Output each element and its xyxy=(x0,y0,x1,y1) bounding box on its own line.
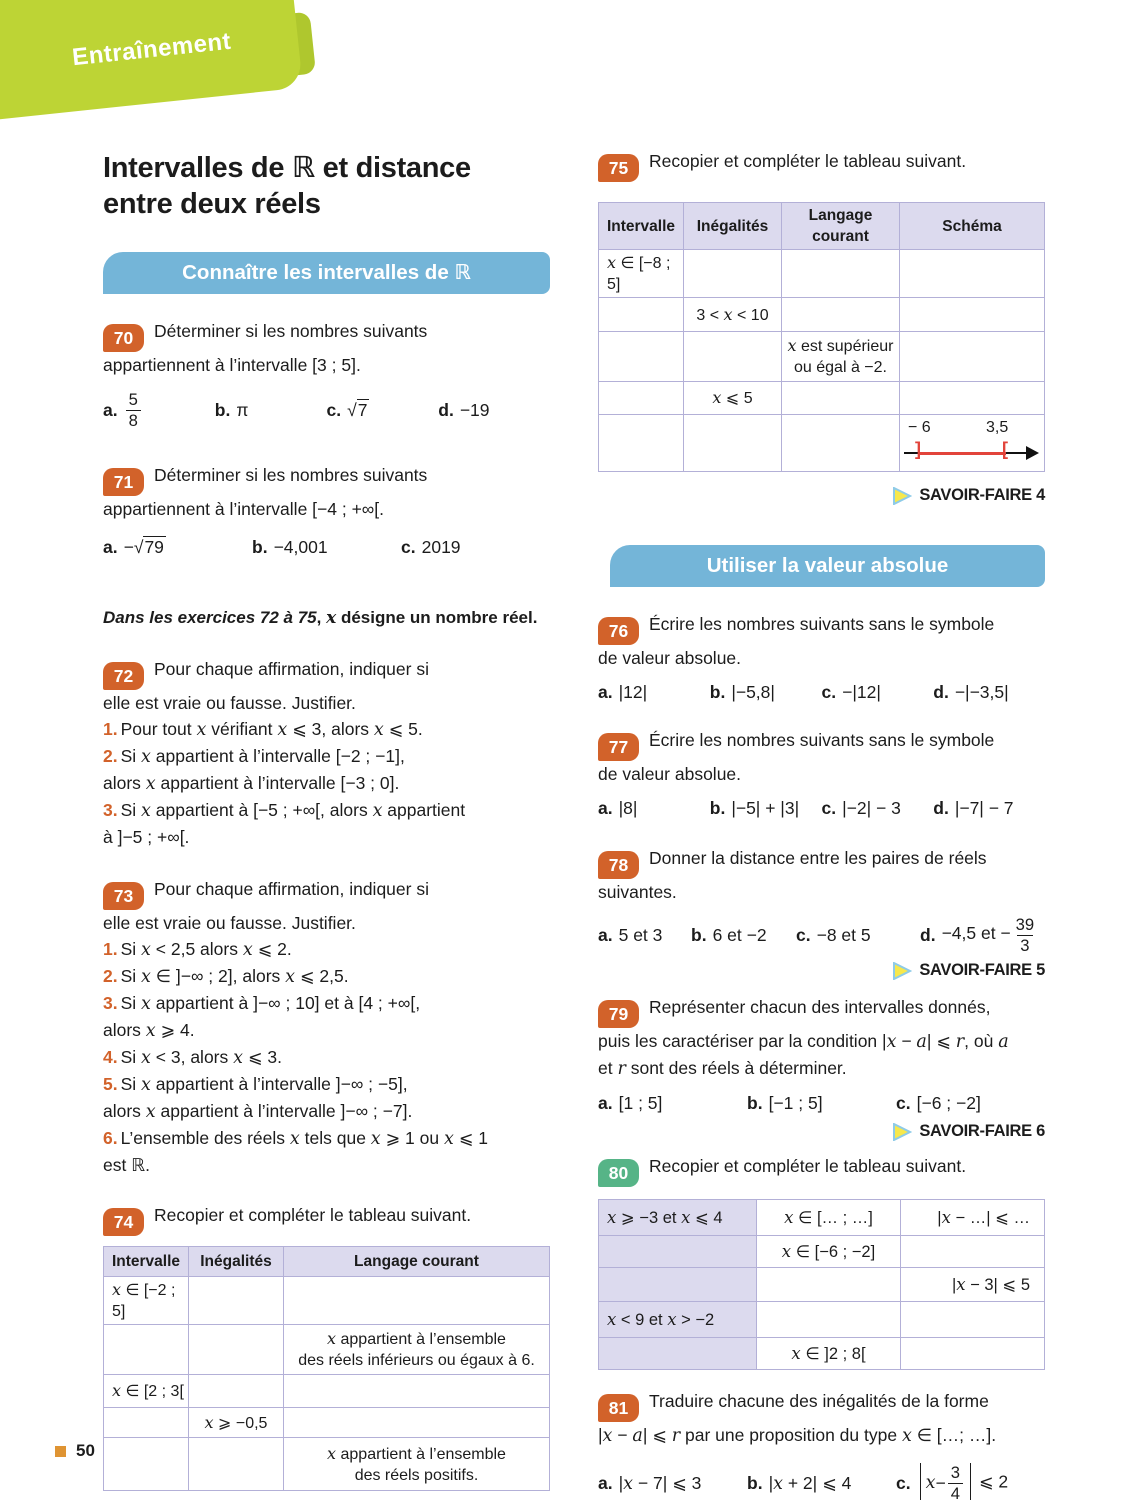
section-header-valeur-absolue: Utiliser la valeur absolue xyxy=(610,545,1045,587)
column-header: Inégalités xyxy=(189,1247,284,1277)
play-triangle-icon xyxy=(892,487,912,505)
option-c: c. √7 xyxy=(326,399,368,420)
option-a: a. |12| xyxy=(598,681,648,702)
interval-segment xyxy=(919,452,1006,455)
option-c: c. x − 3 4 ⩽ 2 xyxy=(896,1463,1045,1500)
interval-bracket-left: ] xyxy=(915,439,921,459)
table-cell xyxy=(284,1277,550,1325)
table-75 xyxy=(598,202,1045,472)
column-header: Langage courant xyxy=(782,203,900,250)
option-d: d. −4,5 et − $\frac{39}{3}$ xyxy=(920,915,1035,955)
option-a: a. [1 ; 5] xyxy=(598,1092,663,1113)
table-cell xyxy=(599,415,684,472)
footer-square-icon xyxy=(55,1446,66,1457)
table-cell xyxy=(900,382,1045,415)
exercise-number-badge: 76 xyxy=(598,617,639,645)
exercise-number-badge: 81 xyxy=(598,1394,639,1422)
option-c: c. −8 et 5 xyxy=(796,924,871,945)
savoir-faire-label: SAVOIR-FAIRE 6 xyxy=(919,1122,1045,1140)
exercise-intro xyxy=(103,876,550,936)
table-cell xyxy=(782,250,900,298)
statement-5: 5. Si x appartient à l’intervalle ]−∞ ; −5], alors x appartient à l’intervalle ]−∞ ; −7]. xyxy=(103,1074,413,1122)
exercise-77 xyxy=(598,727,1045,823)
table-cell xyxy=(599,1338,757,1370)
interval-bracket-right: [ xyxy=(1002,439,1008,459)
statement-3: 3. Si x appartient à [−5 ; +∞[, alors x appartient à ]−5 ; +∞[. xyxy=(103,800,466,847)
exercise-number-badge: 79 xyxy=(598,1000,639,1028)
table-cell xyxy=(189,1277,284,1325)
option-d: d. |−7| − 7 xyxy=(933,797,1014,818)
option-a: a. 5 et 3 xyxy=(598,924,663,945)
schema-left-label: − 6 xyxy=(908,419,931,436)
option-a: a. |x − 7| ⩽ 3 xyxy=(598,1472,702,1494)
exercise-intro xyxy=(103,656,550,716)
table-cell xyxy=(757,1268,901,1302)
exercise-75 xyxy=(598,148,1045,505)
table-cell xyxy=(284,1408,550,1438)
page-title-line2: entre deux réels xyxy=(103,188,321,220)
table-cell xyxy=(189,1438,284,1491)
statement-1: 1. Pour tout x vérifiant x ⩽ 3, alors x ⩽ 5. xyxy=(103,719,423,740)
exercise-intro-text: Pour chaque affirmation, indiquer si elle est vraie ou fausse. Justifier. xyxy=(103,879,429,933)
table-cell xyxy=(901,1338,1045,1370)
table-cell xyxy=(900,332,1045,382)
exercise-72 xyxy=(103,656,550,850)
table-cell xyxy=(782,298,900,332)
option-d: d. −|−3,5| xyxy=(933,681,1009,702)
table-cell xyxy=(757,1302,901,1338)
axis-arrow-icon xyxy=(1026,446,1039,460)
options-row xyxy=(103,384,550,436)
page-footer xyxy=(55,1441,95,1461)
option-a: a. $\frac{5}{8}$ xyxy=(103,390,215,429)
table-cell xyxy=(684,415,782,472)
savoir-faire-6-ref xyxy=(598,1122,1045,1141)
options-row xyxy=(598,911,1045,959)
savoir-faire-label: SAVOIR-FAIRE 5 xyxy=(919,961,1045,979)
table-cell: |x − 3| ⩽ 5 xyxy=(901,1268,1045,1302)
column-header: Langage courant xyxy=(284,1247,550,1277)
exercise-number-badge: 80 xyxy=(598,1159,639,1187)
option-a: a. −√79 xyxy=(103,536,164,557)
exercise-intro xyxy=(598,611,1045,671)
table-cell xyxy=(901,1236,1045,1268)
banner-label: Entraînement xyxy=(70,27,233,72)
exercise-intro-text: Écrire les nombres suivants sans le symbole de valeur absolue. xyxy=(598,614,995,668)
option-b: b. |x + 2| ⩽ 4 xyxy=(747,1472,852,1494)
table-74 xyxy=(103,1246,550,1491)
table-cell: x ∈ [2 ; 3[ xyxy=(104,1375,189,1408)
statement-2: 2. Si x ∈ ]−∞ ; 2], alors x ⩽ 2,5. xyxy=(103,966,349,987)
savoir-faire-4-ref xyxy=(598,486,1045,505)
table-cell xyxy=(599,382,684,415)
exercise-number-badge: 74 xyxy=(103,1208,144,1236)
exercise-number-badge: 71 xyxy=(103,468,144,496)
table-cell: x est supérieur ou égal à −2. xyxy=(782,332,900,382)
table-cell xyxy=(782,415,900,472)
page-title xyxy=(103,150,550,222)
exercise-80 xyxy=(598,1153,1045,1370)
column-header: Schéma xyxy=(900,203,1045,250)
exercise-70 xyxy=(103,318,550,436)
exercise-74 xyxy=(103,1202,550,1491)
table-cell xyxy=(599,332,684,382)
statement-4: 4. Si x < 3, alors x ⩽ 3. xyxy=(103,1047,282,1068)
savoir-faire-label: SAVOIR-FAIRE 4 xyxy=(919,486,1045,504)
table-cell: x ⩾ −3 et x ⩽ 4 xyxy=(599,1200,757,1236)
exercise-73 xyxy=(103,876,550,1178)
table-cell xyxy=(599,1268,757,1302)
exercise-intro-text: Déterminer si les nombres suivants appartiennent à l’intervalle [3 ; 5]. xyxy=(103,321,428,375)
exercise-intro xyxy=(103,462,550,522)
exercise-number-badge: 73 xyxy=(103,882,144,910)
exercise-intro-text: Pour chaque affirmation, indiquer si elle est vraie ou fausse. Justifier. xyxy=(103,659,429,713)
option-b: b. π xyxy=(214,399,249,420)
table-cell: x ∈ ]2 ; 8[ xyxy=(757,1338,901,1370)
table-cell xyxy=(684,250,782,298)
exercise-intro-text: Écrire les nombres suivants sans le symbole de valeur absolue. xyxy=(598,730,995,784)
right-column xyxy=(598,148,1045,1500)
exercise-intro-text: Recopier et compléter le tableau suivant. xyxy=(649,1156,967,1176)
statement-3: 3. Si x appartient à ]−∞ ; 10] et à [4 ; +∞[, alors x ⩾ 4. xyxy=(103,993,421,1041)
column-header: Intervalle xyxy=(599,203,684,250)
exercise-intro-text: Représenter chacun des intervalles donnés, puis les caractériser par la condition |x − a| ⩽ r, où a et r sont des réels à déterminer. xyxy=(598,997,1009,1079)
exercise-71 xyxy=(103,462,550,562)
statement-2: 2. Si x appartient à l’intervalle [−2 ; −1], alors x appartient à l’intervalle [−3 ; 0]. xyxy=(103,746,405,794)
option-a: a. |8| xyxy=(598,797,638,818)
table-cell xyxy=(599,1236,757,1268)
table-cell: x ∈ [−2 ; 5] xyxy=(104,1277,189,1325)
table-cell: x appartient à l’ensemble des réels positifs. xyxy=(284,1438,550,1491)
table-cell: x appartient à l’ensemble des réels inférieurs ou égaux à 6. xyxy=(284,1325,550,1375)
play-triangle-icon xyxy=(892,1123,912,1141)
options-row xyxy=(598,1455,1045,1500)
table-cell xyxy=(104,1438,189,1491)
statement-6: 6. L’ensemble des réels x tels que x ⩾ 1 ou x ⩽ 1 est ℝ. xyxy=(103,1128,488,1175)
exercise-number-badge: 75 xyxy=(598,154,639,182)
table-cell: x ∈ [−8 ; 5] xyxy=(599,250,684,298)
table-cell: 3 < x < 10 xyxy=(684,298,782,332)
exercise-intro-text: Recopier et compléter le tableau suivant. xyxy=(649,151,967,171)
option-b: b. −4,001 xyxy=(252,536,328,557)
exercise-intro xyxy=(598,845,1045,905)
table-cell xyxy=(189,1325,284,1375)
exercises-note: Dans les exercices 72 à 75, x désigne un nombre réel. xyxy=(103,608,538,628)
number-line-schema xyxy=(904,417,1042,469)
table-cell: x ⩽ 5 xyxy=(684,382,782,415)
exercise-intro-text: Donner la distance entre les paires de réels suivantes. xyxy=(598,848,987,902)
table-cell: |x − …| ⩽ … xyxy=(901,1200,1045,1236)
exercise-81 xyxy=(598,1388,1045,1500)
exercise-number-badge: 78 xyxy=(598,851,639,879)
exercise-intro xyxy=(103,318,550,378)
table-cell xyxy=(901,1302,1045,1338)
table-cell xyxy=(900,298,1045,332)
schema-cell xyxy=(900,415,1045,472)
page-title-line1: Intervalles de ℝ et distance xyxy=(103,152,471,184)
exercise-number-badge: 72 xyxy=(103,662,144,690)
table-cell xyxy=(104,1408,189,1438)
exercise-intro-text: Déterminer si les nombres suivants appartiennent à l’intervalle [−4 ; +∞[. xyxy=(103,465,428,519)
exercise-intro xyxy=(598,727,1045,787)
option-b: b. |−5,8| xyxy=(709,681,775,702)
exercise-number-badge: 70 xyxy=(103,324,144,352)
exercise-78 xyxy=(598,845,1045,980)
option-c: c. |−2| − 3 xyxy=(821,797,901,818)
table-cell xyxy=(782,382,900,415)
exercise-intro xyxy=(598,1388,1045,1449)
column-header: Intervalle xyxy=(104,1247,189,1277)
option-c: c. −|12| xyxy=(821,681,881,702)
table-cell xyxy=(189,1375,284,1408)
table-cell: x ∈ [−6 ; −2] xyxy=(757,1236,901,1268)
exercise-76 xyxy=(598,611,1045,707)
schema-right-label: 3,5 xyxy=(986,419,1009,436)
option-c: c. 2019 xyxy=(401,536,461,557)
exercise-intro xyxy=(598,994,1045,1082)
option-b: b. [−1 ; 5] xyxy=(747,1092,823,1113)
table-cell xyxy=(599,298,684,332)
table-cell xyxy=(284,1375,550,1408)
statement-1: 1. Si x < 2,5 alors x ⩽ 2. xyxy=(103,939,292,960)
exercise-number-badge: 77 xyxy=(598,733,639,761)
table-cell xyxy=(900,250,1045,298)
left-column xyxy=(103,150,550,1491)
table-cell: x < 9 et x > −2 xyxy=(599,1302,757,1338)
option-c: c. [−6 ; −2] xyxy=(896,1092,981,1113)
exercise-intro-text: Recopier et compléter le tableau suivant. xyxy=(154,1205,472,1225)
exercise-intro xyxy=(598,148,1045,182)
page-number: 50 xyxy=(76,1441,95,1460)
savoir-faire-5-ref xyxy=(598,961,1045,980)
exercise-intro xyxy=(103,1202,550,1236)
option-b: b. |−5| + |3| xyxy=(709,797,800,818)
exercise-intro xyxy=(598,1153,1045,1187)
table-cell xyxy=(104,1325,189,1375)
exercise-intro-text: Traduire chacune des inégalités de la forme |x − a| ⩽ r par une proposition du type x ∈ […; …]. xyxy=(598,1391,997,1446)
options-row xyxy=(598,1088,1045,1118)
table-cell: x ⩾ −0,5 xyxy=(189,1408,284,1438)
table-cell xyxy=(684,332,782,382)
training-banner xyxy=(0,0,340,132)
play-triangle-icon xyxy=(892,962,912,980)
option-d: d. −19 xyxy=(438,399,490,420)
exercise-79 xyxy=(598,994,1045,1141)
column-header: Inégalités xyxy=(684,203,782,250)
options-row xyxy=(103,532,550,562)
table-80 xyxy=(598,1199,1045,1370)
section-header-intervalles: Connaître les intervalles de ℝ xyxy=(103,252,550,294)
options-row xyxy=(598,793,1045,823)
options-row xyxy=(598,677,1045,707)
table-cell: x ∈ [… ; …] xyxy=(757,1200,901,1236)
option-b: b. 6 et −2 xyxy=(691,924,767,945)
